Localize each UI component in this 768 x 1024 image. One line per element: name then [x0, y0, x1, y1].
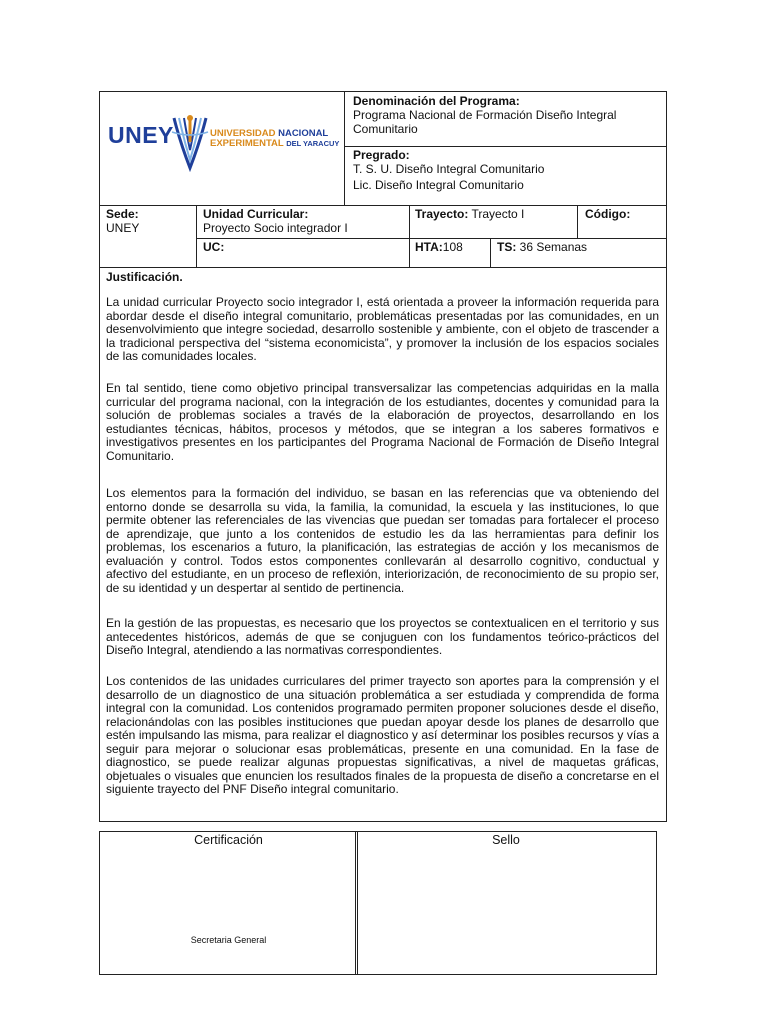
program-heading: Denominación del Programa:: [353, 94, 520, 108]
pregrado-line2: Lic. Diseño Integral Comunitario: [353, 178, 524, 192]
certification-box: [99, 831, 358, 975]
program-line1: Programa Nacional de Formación Diseño Integral: [353, 108, 617, 122]
sello-label: Sello: [492, 833, 520, 847]
logo-acronym: UNEY: [108, 122, 174, 148]
justification-paragraph-4: En la gestión de las propuestas, es necesario que los proyectos se contextualicen en el territorio y sus antecedentes históricos, además de que se conjuguen con los fundamentos teórico-prácticos del Diseño Integral, atendiendo a las normativas correspondientes.: [106, 616, 659, 657]
ts: TS: 36 Semanas: [497, 240, 588, 254]
trayecto: Trayecto: Trayecto I: [415, 207, 525, 221]
pregrado-line1: T. S. U. Diseño Integral Comunitario: [353, 162, 545, 176]
logo-emblem-icon: [170, 112, 210, 172]
sede-label: Sede:: [106, 207, 139, 221]
certificacion-label: Certificación: [194, 833, 263, 847]
justification-paragraph-5: Los contenidos de las unidades curriculares del primer trayecto son aportes para la comprensión y el desarrollo de un diagnostico de una situación problemática a ser estudiada y comprendida de forma integral con la comunidad. Los contenidos programado permiten proponer soluciones desde el diseño, relacionándolas con las posibles instituciones que puedan apoyar desde los planes de desarrollo que estén impulsando las misma, para realizar el diagnostico y así determinar los posibles recursos y vías a seguir para mejorar o solucionar esas problemáticas, presente en una comunidad. En la fase de diagnostico, se puede realizar algunas propuestas significativas, a nivel de maquetas gráficas, objetuales o visuales que enuncien los resultados finales de la propuesta de diseño a concretarse en el siguiente trayecto del PNF Diseño integral comunitario.: [106, 674, 659, 796]
unidad-label: Unidad Curricular:: [203, 207, 309, 221]
sede-value: UNEY: [106, 221, 140, 235]
seal-box: [355, 831, 657, 975]
codigo-label: Código:: [585, 207, 631, 221]
program-line2: Comunitario: [353, 122, 418, 136]
justification-paragraph-1: La unidad curricular Proyecto socio integrador I, está orientada a proveer la información requerida para abordar desde el diseño integral comunitario, problemáticas presentadas por las comunidades, en un desenvolvimiento que integre sociedad, desarrollo sostenible y ambiente, con el objeto de trascender a la tradicional perspectiva del “sistema economicista”, y promover la inclusión de los espacios sociales de las comunidades locales.: [106, 295, 659, 363]
hta: HTA:108: [415, 240, 463, 254]
uc-label: UC:: [203, 240, 225, 254]
unidad-value: Proyecto Socio integrador I: [203, 221, 348, 235]
justification-paragraph-3: Los elementos para la formación del individuo, se basan en las referencias que va obteniendo del entorno donde se desarrolla su vida, la familia, la comunidad, la escuela y las instituciones, lo que permite obtener las referenciales de las vivencias que puedan ser tomadas para fortalecer el proceso de aprendizaje, que junto a los contenidos de estudio les da las herramientas para definir los problemas, los escenarios a futuro, la planificación, las estrategias de acción y los mecanismos de evaluación y control. Todos estos componentes conllevarán al desarrollo cognitivo, conductual y afectivo del estudiante, en un proceso de reflexión, interiorización, de reconocimiento de su propio ser, de su identidad y un despertar al sentido de pertinencia.: [106, 486, 659, 595]
uney-logo: [108, 112, 338, 172]
logo-text: UNIVERSIDAD NACIONAL EXPERIMENTAL DEL YARACUY: [210, 128, 340, 149]
pregrado-heading: Pregrado:: [353, 148, 410, 162]
secretaria-label: Secretaria General: [190, 935, 267, 945]
justification-heading: Justificación.: [106, 270, 183, 284]
justification-paragraph-2: En tal sentido, tiene como objetivo principal transversalizar las competencias adquiridas en la malla curricular del programa nacional, con la integración de los estudiantes, docentes y comunidad para la solución de problemas sociales a través de la elaboración de proyectos, desarrollando en los estudiantes técnicas, hábitos, procesos y métodos, que se integran a los saberes formativos e investigativos presentes en los participantes del Programa Nacional de Formación de Diseño Integral Comunitario.: [106, 381, 659, 463]
